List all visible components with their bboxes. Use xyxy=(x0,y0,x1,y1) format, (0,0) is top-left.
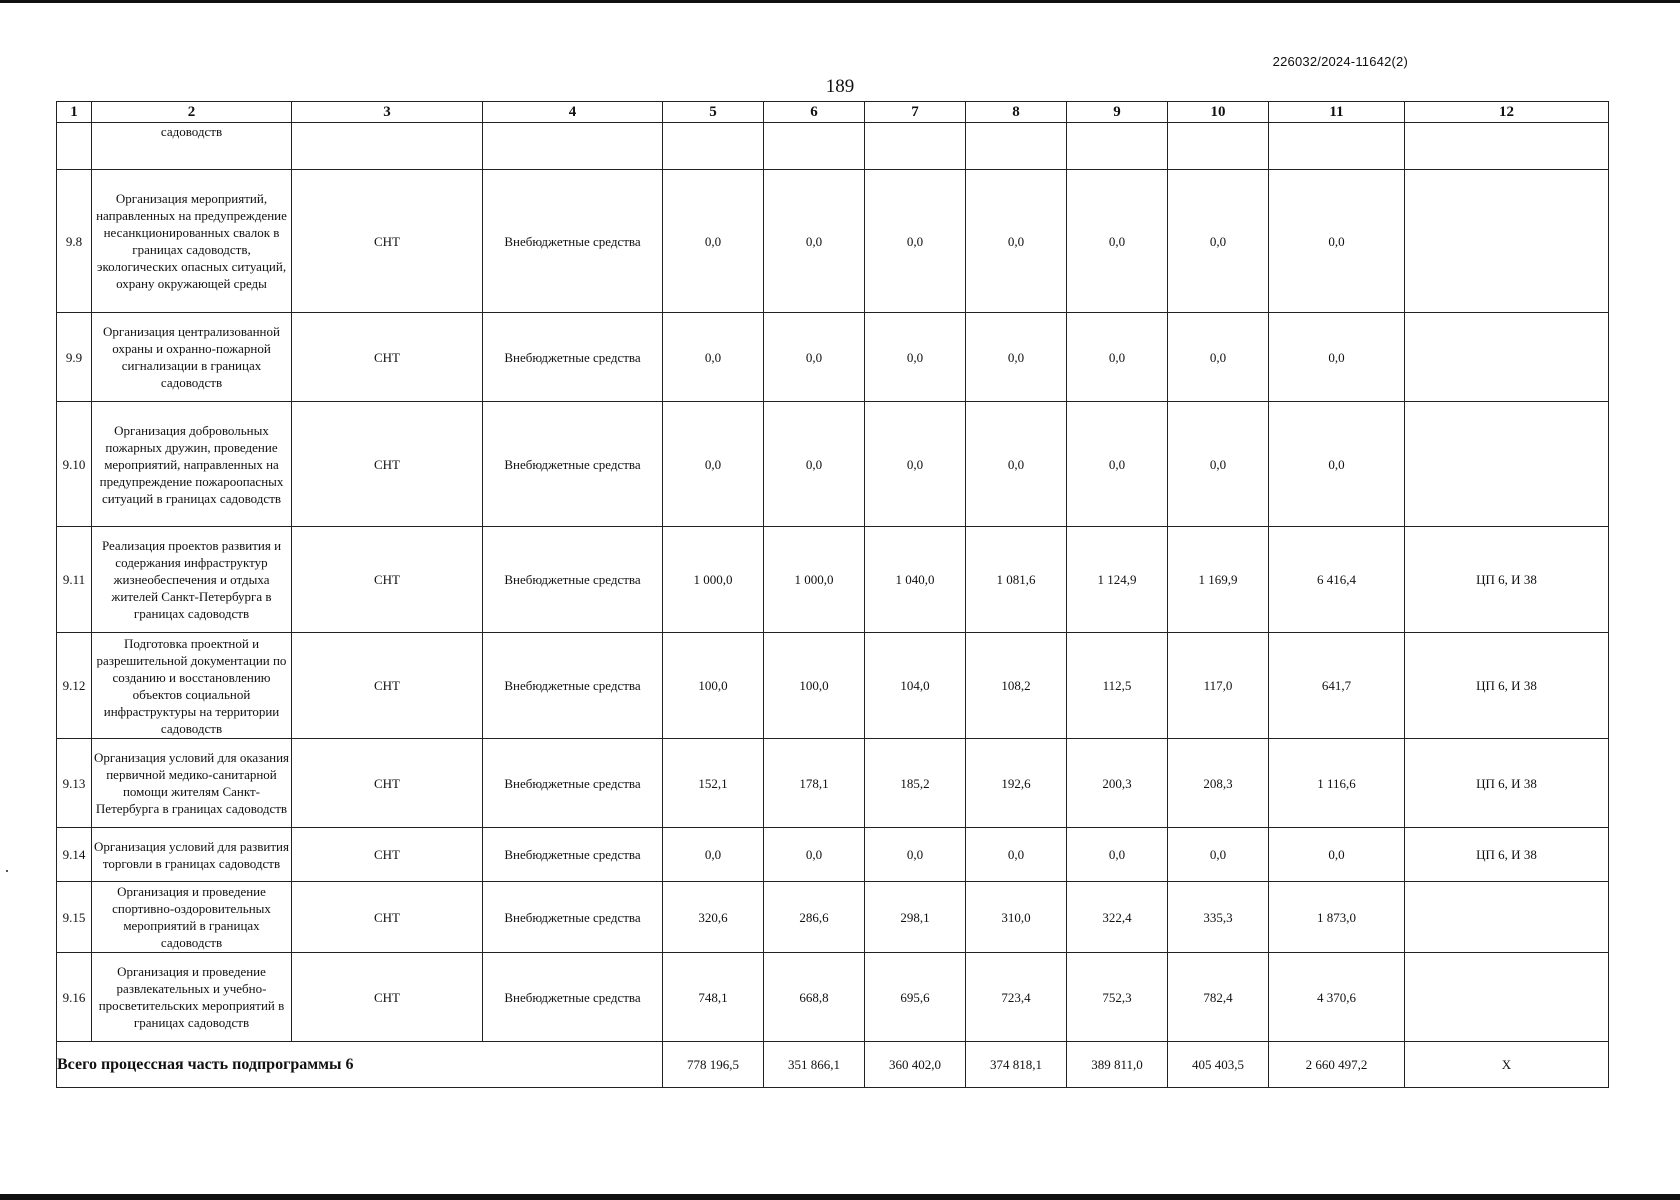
measure-name: Реализация проектов развития и содержания инфраструктур жизнеобеспечения и отдыха жителей Санкт-Петербурга в границах садоводств xyxy=(92,527,292,633)
row-number xyxy=(57,123,92,170)
value-col8: 192,6 xyxy=(966,739,1067,828)
value-col9: 0,0 xyxy=(1067,828,1168,882)
total-label: Всего процессная часть подпрограммы 6 xyxy=(57,1042,663,1088)
measure-name: Организация условий для развития торговли в границах садоводств xyxy=(92,828,292,882)
value-col10: 0,0 xyxy=(1168,170,1269,313)
column-header: 8 xyxy=(966,102,1067,123)
value-col8: 0,0 xyxy=(966,402,1067,527)
executor: СНТ xyxy=(292,828,483,882)
value-col6: 0,0 xyxy=(764,170,865,313)
total-code: Х xyxy=(1405,1042,1609,1088)
table-row xyxy=(57,313,1609,402)
column-header: 5 xyxy=(663,102,764,123)
value-col6: 1 000,0 xyxy=(764,527,865,633)
total-row xyxy=(57,1042,1609,1088)
page-number: 189 xyxy=(825,76,855,97)
value-col8: 0,0 xyxy=(966,170,1067,313)
funding-source: Внебюджетные средства xyxy=(483,828,663,882)
value-total: 4 370,6 xyxy=(1269,953,1405,1042)
value-col7: 0,0 xyxy=(865,170,966,313)
value-col10: 1 169,9 xyxy=(1168,527,1269,633)
value-col6 xyxy=(764,123,865,170)
value-col5: 1 000,0 xyxy=(663,527,764,633)
value-col6: 0,0 xyxy=(764,402,865,527)
row-number: 9.16 xyxy=(57,953,92,1042)
value-col8: 108,2 xyxy=(966,633,1067,739)
total-col6: 351 866,1 xyxy=(764,1042,865,1088)
funding-source: Внебюджетные средства xyxy=(483,527,663,633)
value-col10: 0,0 xyxy=(1168,828,1269,882)
table-row xyxy=(57,402,1609,527)
value-col9: 200,3 xyxy=(1067,739,1168,828)
total-col10: 405 403,5 xyxy=(1168,1042,1269,1088)
measure-name: Организация централизованной охраны и охранно-пожарной сигнализации в границах садоводств xyxy=(92,313,292,402)
document-number: 226032/2024-11642(2) xyxy=(1272,54,1408,69)
value-total: 0,0 xyxy=(1269,313,1405,402)
scan-speck xyxy=(6,870,8,872)
value-col5: 748,1 xyxy=(663,953,764,1042)
table-row xyxy=(57,527,1609,633)
value-total: 0,0 xyxy=(1269,170,1405,313)
funding-source: Внебюджетные средства xyxy=(483,402,663,527)
value-col10: 782,4 xyxy=(1168,953,1269,1042)
value-col5: 0,0 xyxy=(663,313,764,402)
row-number: 9.11 xyxy=(57,527,92,633)
value-col7: 298,1 xyxy=(865,882,966,953)
table-row xyxy=(57,123,1609,170)
value-col9: 0,0 xyxy=(1067,313,1168,402)
column-header: 2 xyxy=(92,102,292,123)
value-col8: 0,0 xyxy=(966,828,1067,882)
indicator-code: ЦП 6, И 38 xyxy=(1405,828,1609,882)
value-col10: 208,3 xyxy=(1168,739,1269,828)
value-total: 0,0 xyxy=(1269,402,1405,527)
value-total: 0,0 xyxy=(1269,828,1405,882)
column-header: 9 xyxy=(1067,102,1168,123)
row-number: 9.12 xyxy=(57,633,92,739)
executor: СНТ xyxy=(292,313,483,402)
funding-source: Внебюджетные средства xyxy=(483,739,663,828)
value-col9: 1 124,9 xyxy=(1067,527,1168,633)
row-number: 9.9 xyxy=(57,313,92,402)
column-header: 4 xyxy=(483,102,663,123)
measure-name: Организация мероприятий, направленных на предупреждение несанкционированных свалок в границах садоводств, экологических опасных ситуаций, охрану окружающей среды xyxy=(92,170,292,313)
value-col9: 0,0 xyxy=(1067,402,1168,527)
value-col9: 0,0 xyxy=(1067,170,1168,313)
value-col10 xyxy=(1168,123,1269,170)
funding-source xyxy=(483,123,663,170)
indicator-code: ЦП 6, И 38 xyxy=(1405,739,1609,828)
indicator-code xyxy=(1405,882,1609,953)
total-col9: 389 811,0 xyxy=(1067,1042,1168,1088)
total-col8: 374 818,1 xyxy=(966,1042,1067,1088)
table-row xyxy=(57,953,1609,1042)
indicator-code: ЦП 6, И 38 xyxy=(1405,527,1609,633)
column-header: 1 xyxy=(57,102,92,123)
value-col7: 0,0 xyxy=(865,828,966,882)
executor: СНТ xyxy=(292,402,483,527)
budget-table xyxy=(56,101,1609,1088)
indicator-code xyxy=(1405,402,1609,527)
column-header: 3 xyxy=(292,102,483,123)
value-col10: 0,0 xyxy=(1168,313,1269,402)
column-header: 12 xyxy=(1405,102,1609,123)
executor: СНТ xyxy=(292,633,483,739)
executor xyxy=(292,123,483,170)
executor: СНТ xyxy=(292,527,483,633)
value-col5: 320,6 xyxy=(663,882,764,953)
executor: СНТ xyxy=(292,170,483,313)
measure-name: Организация условий для оказания первичной медико-санитарной помощи жителям Санкт-Петербурга в границах садоводств xyxy=(92,739,292,828)
value-col6: 668,8 xyxy=(764,953,865,1042)
value-col7 xyxy=(865,123,966,170)
total-col7: 360 402,0 xyxy=(865,1042,966,1088)
value-col8: 723,4 xyxy=(966,953,1067,1042)
row-number: 9.10 xyxy=(57,402,92,527)
executor: СНТ xyxy=(292,882,483,953)
value-col10: 0,0 xyxy=(1168,402,1269,527)
value-col7: 1 040,0 xyxy=(865,527,966,633)
measure-name: Подготовка проектной и разрешительной документации по созданию и восстановлению объектов социальной инфраструктуры на территории садоводств xyxy=(92,633,292,739)
measure-name: Организация и проведение спортивно-оздоровительных мероприятий в границах садоводств xyxy=(92,882,292,953)
indicator-code: ЦП 6, И 38 xyxy=(1405,633,1609,739)
value-col7: 0,0 xyxy=(865,313,966,402)
value-col7: 104,0 xyxy=(865,633,966,739)
value-col5: 0,0 xyxy=(663,402,764,527)
executor: СНТ xyxy=(292,739,483,828)
scan-top-edge xyxy=(0,0,1680,3)
indicator-code xyxy=(1405,123,1609,170)
indicator-code xyxy=(1405,953,1609,1042)
value-col6: 0,0 xyxy=(764,828,865,882)
value-col10: 335,3 xyxy=(1168,882,1269,953)
measure-name: Организация и проведение развлекательных и учебно-просветительских мероприятий в границах садоводств xyxy=(92,953,292,1042)
value-total xyxy=(1269,123,1405,170)
funding-source: Внебюджетные средства xyxy=(483,882,663,953)
value-col9: 112,5 xyxy=(1067,633,1168,739)
value-col5: 152,1 xyxy=(663,739,764,828)
value-col6: 178,1 xyxy=(764,739,865,828)
column-header-row xyxy=(57,102,1609,123)
table-row xyxy=(57,170,1609,313)
value-total: 1 873,0 xyxy=(1269,882,1405,953)
value-col5: 0,0 xyxy=(663,828,764,882)
value-col6: 100,0 xyxy=(764,633,865,739)
value-total: 641,7 xyxy=(1269,633,1405,739)
value-col8: 310,0 xyxy=(966,882,1067,953)
measure-name: садоводств xyxy=(92,123,292,170)
row-number: 9.15 xyxy=(57,882,92,953)
value-col9: 322,4 xyxy=(1067,882,1168,953)
value-col7: 0,0 xyxy=(865,402,966,527)
funding-source: Внебюджетные средства xyxy=(483,953,663,1042)
value-col9: 752,3 xyxy=(1067,953,1168,1042)
table-row xyxy=(57,828,1609,882)
indicator-code xyxy=(1405,170,1609,313)
scan-bottom-edge xyxy=(0,1194,1680,1200)
value-col6: 0,0 xyxy=(764,313,865,402)
value-col5: 100,0 xyxy=(663,633,764,739)
row-number: 9.13 xyxy=(57,739,92,828)
total-col5: 778 196,5 xyxy=(663,1042,764,1088)
value-col5: 0,0 xyxy=(663,170,764,313)
value-col8 xyxy=(966,123,1067,170)
column-header: 6 xyxy=(764,102,865,123)
column-header: 10 xyxy=(1168,102,1269,123)
table-row xyxy=(57,633,1609,739)
value-col6: 286,6 xyxy=(764,882,865,953)
column-header: 7 xyxy=(865,102,966,123)
funding-source: Внебюджетные средства xyxy=(483,633,663,739)
row-number: 9.14 xyxy=(57,828,92,882)
column-header: 11 xyxy=(1269,102,1405,123)
row-number: 9.8 xyxy=(57,170,92,313)
indicator-code xyxy=(1405,313,1609,402)
funding-source: Внебюджетные средства xyxy=(483,170,663,313)
funding-source: Внебюджетные средства xyxy=(483,313,663,402)
value-col7: 695,6 xyxy=(865,953,966,1042)
value-col8: 0,0 xyxy=(966,313,1067,402)
value-col10: 117,0 xyxy=(1168,633,1269,739)
value-col7: 185,2 xyxy=(865,739,966,828)
value-total: 1 116,6 xyxy=(1269,739,1405,828)
value-total: 6 416,4 xyxy=(1269,527,1405,633)
executor: СНТ xyxy=(292,953,483,1042)
table-row xyxy=(57,739,1609,828)
table-row xyxy=(57,882,1609,953)
value-col8: 1 081,6 xyxy=(966,527,1067,633)
value-col9 xyxy=(1067,123,1168,170)
total-sum: 2 660 497,2 xyxy=(1269,1042,1405,1088)
measure-name: Организация добровольных пожарных дружин, проведение мероприятий, направленных на предупреждение пожароопасных ситуаций в границах садоводств xyxy=(92,402,292,527)
value-col5 xyxy=(663,123,764,170)
